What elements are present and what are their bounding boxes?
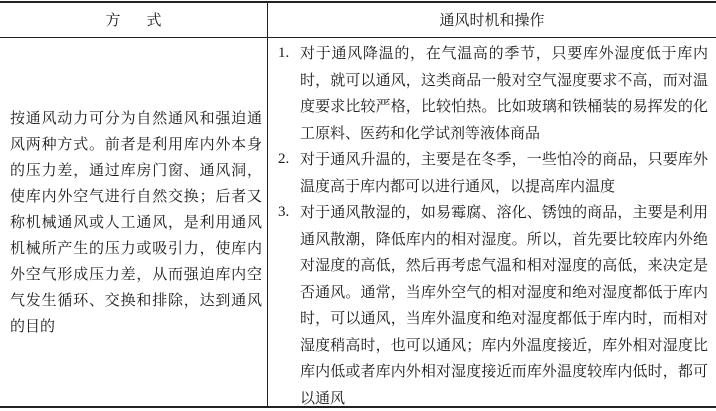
table-header-rule [0,37,716,38]
list-item [278,146,708,199]
list-item [278,199,708,411]
list-item-text: 对于通风升温的，主要是在冬季，一些怕冷的商品，只要库外温度高于库内都可以进行通风，以提高库内温度 [300,150,708,195]
method-description: 按通风动力可分为自然通风和强迫通风两种方式。前者是利用库内外本身的压力差，通过库房门窗、通风洞，使库内外空气进行自然交换；后者又称机械通风或人工通风，是利用通风机械所产生的压力或吸引力，使库内外空气形成压力差，从而强迫库内空气发生循环、交换和排除，达到通风的目的 [10,109,262,335]
list-item-text: 对于通风降温的，在气温高的季节，只要库外湿度低于库内时，就可以通风，这类商品一般对空气湿度要求不高，而对温度要求比较严格，比较怕热。比如玻璃和铁桶装的易挥发的化工原料、医药和化学试剂等液体商品 [300,44,708,142]
list-item-text: 对于通风散湿的，如易霉腐、溶化、锈蚀的商品，主要是利用通风散潮，降低库内的相对湿度。所以，首先要比较库内外绝对湿度的高低，然后再考虑气温和相对湿度的高低，来决定是否通风。通常，当库外空气的相对湿度和绝对湿度都低于库内时，可以通风，当库外温度和绝对湿度都低于库内时，而相对湿度稍高时，也可以通风；库内外温度接近，库外相对湿度比库内低或者库内外相对湿度接近而库外温度较库内低时，都可以通风 [300,203,708,407]
list-item [278,40,708,146]
list-item-number: 1. [278,45,290,61]
list-item-number: 3. [278,204,290,220]
table-column-divider [267,2,268,406]
method-cell [10,40,262,404]
timing-cell [278,40,708,411]
list-item-number: 2. [278,151,290,167]
header-timing: 通风时机和操作 [439,11,545,29]
header-method: 方式 [105,11,188,29]
